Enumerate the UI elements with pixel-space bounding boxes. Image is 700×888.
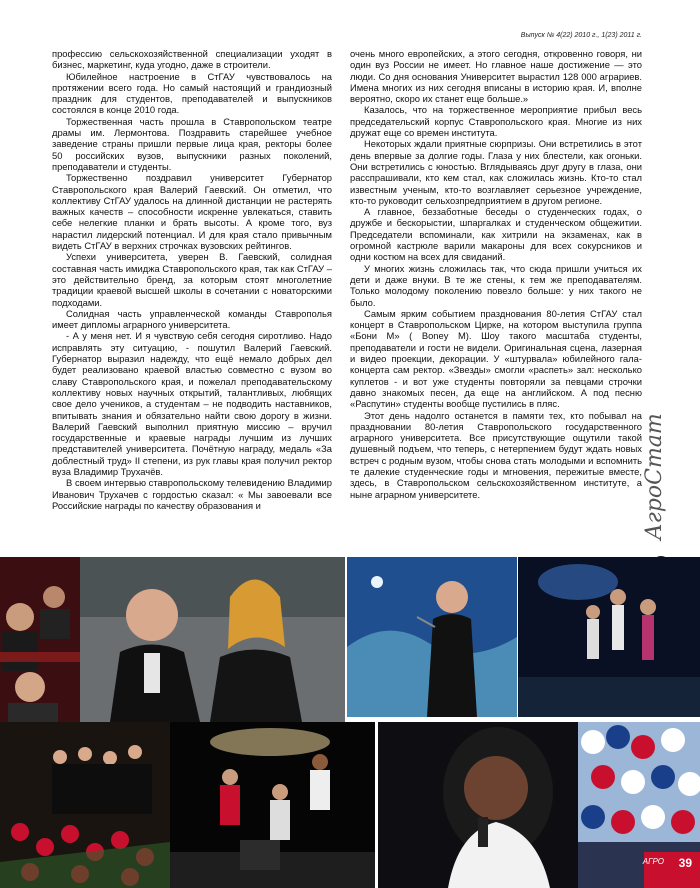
magazine-name: АГРО [642, 857, 664, 866]
photo-choir-roses [0, 722, 170, 888]
left_column-paragraph: Юбилейное настроение в СтГАУ чувствовалось на протяжении всего года. Но самый настоящий и грандиозный праздник для студентов, преподавателей и выпускников состоялся в конце 2010 года. [52, 70, 332, 116]
right_column-paragraph: У многих жизнь сложилась так, что сюда пришли учиться их дети и даже внуки. В те же стены, к тем же преподавателям. Только молодому поколению повезло больше: у них такого не было. [350, 262, 642, 308]
right-column [350, 48, 642, 500]
side-logo [642, 413, 676, 580]
photo-speaker-stage [347, 557, 517, 717]
right_column-paragraph: Этот день надолго останется в памяти тех, кто побывал на праздновании 80-летия Ставропольского государственного аграрного университета. Все присутствующие ощутили такой душевный подъем, что теперь, с нетерпением будут ждать новых встреч с родным вузом, чтобы снова стать молодыми и вспомнить те далекие студенческие годы и мгновения, пережитые вместе, здесь, в Ставропольском сельскохозяйственном институте, а ныне аграрном университете. [350, 409, 642, 500]
right_column-paragraph: Казалось, что на торжественное мероприятие прибыл весь председательский корпус Ставропольского края. Многие из них дружат еще со времен института. [350, 104, 642, 139]
left_column-paragraph: Успехи университета, уверен В. Гаевский, солидная составная часть имиджа Ставропольского края, так как СтГАУ – это действительно бренд, за которым стоят многолетние традиции краевой высшей школы в сочетании с новаторскими подходами. [52, 251, 332, 308]
left_column-paragraph: Солидная часть управленческой команды Ставрополья имеет дипломы аграрного университета. [52, 307, 332, 331]
photo-governor-rector [80, 557, 345, 722]
page-number: 39 [678, 856, 692, 870]
issue-header: Выпуск № 4(22) 2010 г., 1(23) 2011 г. [520, 32, 642, 39]
left_column-paragraph: профессию сельскохозяйственной специализации уходят в бизнес, маркетинг, куда угодно, даже в строители. [52, 48, 332, 71]
side-logo-text: АгроСтат [642, 413, 667, 540]
left_column-paragraph: Торжественно поздравил университет Губернатор Ставропольского края Валерий Гаевский. Он отметил, что коллективу СтГАУ удалось на длинной дистанции не растерять важных качеств – способности искренне увлекаться, ставить себе нелегкие планки и брать высоты. А кроме того, вуз нарастил лидерский потенциал. И для края стало привычным видеть СтГАУ в верхних строчках вузовских рейтингов. [52, 172, 332, 252]
photo-stage-performance [170, 722, 375, 888]
right_column-paragraph: А главное, беззаботные беседы о студенческих годах, о дружбе и бескорыстии, шпаргалках и студенческом общежитии. Председатели вспоминали, как хитрили на экзаменах, как в огромной кастрюле варили макароны для всех сокурсников и одни костюм на всех для свиданий. [350, 206, 642, 263]
right_column-paragraph: очень много европейских, а этого сегодня, откровенно говоря, ни один вуз России не имеет. Но главное наше достижение — это люди. Со дня основания Университет вырастил 128 000 аграриев. Имена многих из них сегодня вписаны в историю края. И, вполне вероятно, скоро их станет еще больше.» [350, 48, 642, 105]
photo-audience [0, 557, 80, 722]
left_column-paragraph: - А у меня нет. И я чувствую себя сегодня сиротливо. Надо исправлять эту ситуацию, - пошутил Валерий Гаевский. Губернатор выразил надежду, что ещё немало добрых дел будет реализовано краевой властью совместно с вузом во славу Ставропольского края, и пожелал преподавательскому коллективу новых научных открытий, талантливых, любящих свое дело учеников, а студентам – не подводить наставников, впитывать знания и обязательно найти свою дорогу в жизни. Валерий Гаевский выполнил приятную миссию – вручил государственные и краевые награды лучшим из лучших представителей университета. Почётную награду, медаль «За доблестный труд» II степени, из рук главы края получил ректор вуза Владимир Трухачёв. [52, 330, 332, 477]
photo-concert-dancers [518, 557, 700, 717]
left-column [52, 48, 332, 511]
right_column-paragraph: Самым ярким событием празднования 80-летия СтГАУ стал концерт в Ставропольском Цирке, на котором выступила группа «Бони М» ( Boney M). Шоу такого масштаба студенты, преподаватели и гости не видели. Оригинальная сцена, лазерная и видео проекции, декорации. У «штурвала» юбилейного гала-концерта сам ректор. «Звезды» смогли «распеть» зал: несколько куплетов - и вот уже студенты повторяли за певцами строчки давно знакомых песен, да еще на английском. А под песню «Распутин» студенты вообще пустились в пляс. [350, 307, 642, 410]
photo-singer [378, 722, 578, 888]
left_column-paragraph: Торжественная часть прошла в Ставропольском театре драмы им. Лермонтова. Поздравить старейшее учебное заведение страны пришли первые лица края, ректоры более 50 российских вузов, выпускники разных поколений, преподаватели и студенты. [52, 115, 332, 172]
right_column-paragraph: Некоторых ждали приятные сюрпризы. Они встретились в этот день впервые за долгие годы. Глаза у них блестели, как огоньки. Они встретились с юностью. Вглядываясь друг другу в глаза, они расспрашивали, кто кем стал, как сложилась жизнь. Кто-то стал известным ученым, кто-то возглавляет серьезное учреждение, кто-то руководит сельхозпредприятием в другом регионе. [350, 138, 642, 206]
left_column-paragraph: В своем интервью ставропольскому телевидению Владимир Иванович Трухачев с гордостью сказал: « Мы завоевали все Российские награды по качеству образования и [52, 477, 332, 511]
